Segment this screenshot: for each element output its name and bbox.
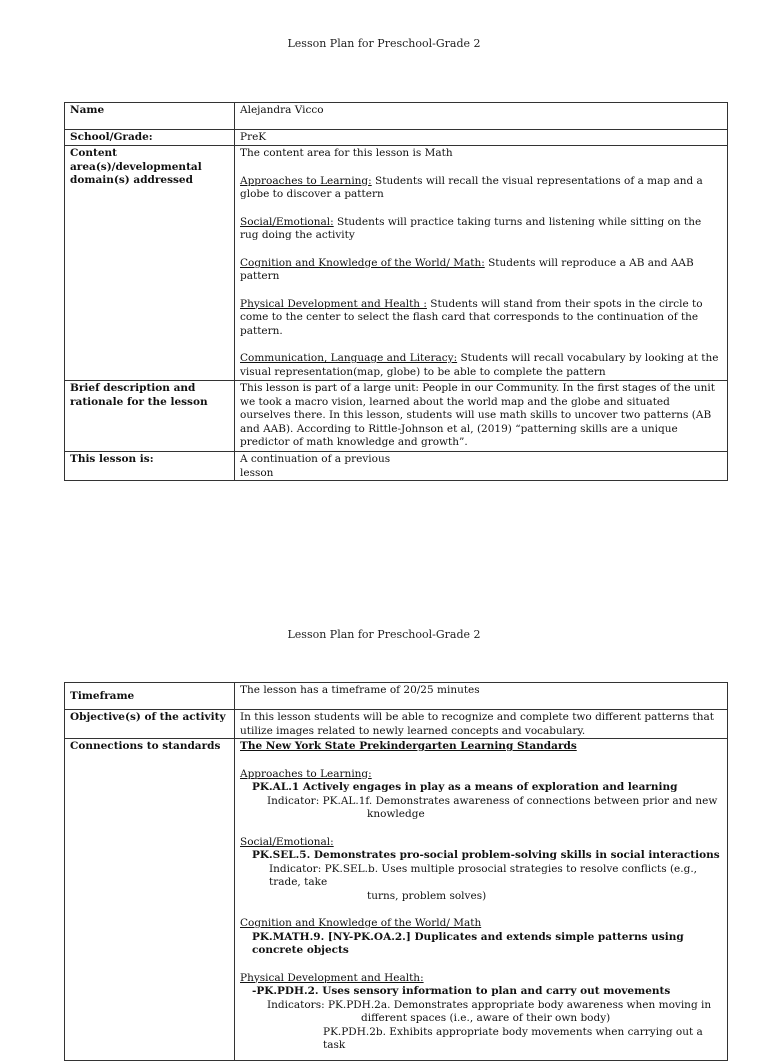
domain-label: Physical Development and Health :: [240, 297, 427, 310]
timeframe-value: The lesson has a timeframe of 20/25 minutes: [235, 683, 728, 710]
pdh-heading: Physical Development and Health:: [240, 971, 424, 984]
domain-text: Students will stand from their spots in the circle to come to the center to select the flash card that corresponds to the continuation of the pattern.: [240, 297, 703, 337]
domain-text: Students will recall vocabulary by looking at the visual representation(map, globe) to be able to complete the pattern: [240, 352, 719, 378]
lesson-is-cell: [235, 452, 728, 481]
lesson-is-label: This lesson is:: [65, 452, 235, 481]
lesson-details-table: [64, 682, 728, 1061]
lesson-is-line: lesson: [240, 466, 274, 479]
content-intro: The content area for this lesson is Math: [240, 147, 453, 159]
se-heading: Social/Emotional:: [240, 835, 334, 848]
atl-indicator: Indicator: PK.AL.1f. Demonstrates awareness of connections between prior and new: [267, 794, 718, 807]
domain-label: Cognition and Knowledge of the World/ Math:: [240, 256, 485, 269]
table-row: [65, 130, 728, 146]
standards-heading: The New York State Prekindergarten Learning Standards: [240, 740, 577, 752]
name-label: Name: [65, 103, 235, 130]
domain-text: Students will practice taking turns and listening while sitting on the rug doing the activity: [240, 215, 702, 241]
domain-approaches: [240, 175, 723, 202]
school-grade-value: PreK: [235, 130, 728, 146]
table-row: [65, 683, 728, 710]
connections-cell: [235, 739, 728, 1061]
domain-social-emotional: [240, 216, 723, 243]
math-standard: PK.MATH.9. [NY-PK.OA.2.] Duplicates and extends simple patterns using concrete objects: [252, 930, 684, 956]
domain-label: Communication, Language and Literacy:: [240, 352, 458, 364]
table-row: [65, 452, 728, 481]
timeframe-label: Timeframe: [65, 683, 235, 710]
pdh-indicator: Indicators: PK.PDH.2a. Demonstrates appropriate body awareness when moving in: [267, 998, 712, 1011]
se-indicator: Indicator: PK.SEL.b. Uses multiple prosocial strategies to resolve conflicts (e.g., trade, take: [269, 862, 698, 888]
content-area-label: Content area(s)/developmental domain(s) addressed: [65, 146, 235, 381]
page-title: Lesson Plan for Preschool-Grade 2: [287, 37, 481, 50]
lesson-info-table: [64, 102, 728, 481]
domain-text: Students will reproduce a AB and AAB pattern: [240, 256, 694, 282]
se-standard: PK.SEL.5. Demonstrates pro-social problem-solving skills in social interactions: [252, 849, 720, 861]
objective-label: Objective(s) of the activity: [65, 710, 235, 739]
school-grade-label: School/Grade:: [65, 130, 235, 146]
domain-cognition-math: [240, 257, 723, 284]
objective-value: In this lesson students will be able to recognize and complete two different patterns that utilize images related to newly learned concepts and vocabulary.: [235, 710, 728, 739]
content-area-cell: [235, 146, 728, 381]
domain-label: Approaches to Learning:: [240, 174, 372, 187]
page-title: Lesson Plan for Preschool-Grade 2: [287, 628, 481, 641]
table-row: [65, 103, 728, 130]
atl-standard: PK.AL.1 Actively engages in play as a means of exploration and learning: [252, 781, 678, 793]
atl-heading: Approaches to Learning:: [240, 767, 372, 780]
domain-communication: [240, 352, 723, 379]
math-heading: Cognition and Knowledge of the World/ Math: [240, 917, 482, 929]
brief-description-label: Brief description and rationale for the lesson: [65, 381, 235, 452]
domain-label: Social/Emotional:: [240, 215, 334, 228]
pdh-indicator-2b: PK.PDH.2b. Exhibits appropriate body movements when carrying out a task: [323, 1025, 703, 1051]
pdh-standard: -PK.PDH.2. Uses sensory information to plan and carry out movements: [252, 985, 671, 997]
domain-physical: [240, 298, 723, 339]
table-row: [65, 710, 728, 739]
atl-indicator-cont: knowledge: [367, 808, 425, 820]
se-indicator-cont: turns, problem solves): [367, 889, 487, 902]
table-row: [65, 381, 728, 452]
brief-description-value: This lesson is part of a large unit: People in our Community. In the first stages of the unit we took a macro vision, learned about the world map and the globe and situated ourselves there. In this lesson, students will use math skills to uncover two patterns (AB and AAB). According to Rittle-Johnson et al, (2019) “patterning skills are a unique predictor of math knowledge and growth”.: [235, 381, 728, 452]
lesson-is-line: A continuation of a previous: [240, 453, 391, 465]
name-value: Alejandra Vicco: [235, 103, 728, 130]
table-row: [65, 146, 728, 381]
table-row: [65, 739, 728, 1061]
domain-text: Students will recall the visual representations of a map and a globe to discover a pattern: [240, 174, 703, 200]
pdh-indicator-cont: different spaces (i.e., aware of their own body): [361, 1012, 611, 1024]
connections-label: Connections to standards: [65, 739, 235, 1061]
